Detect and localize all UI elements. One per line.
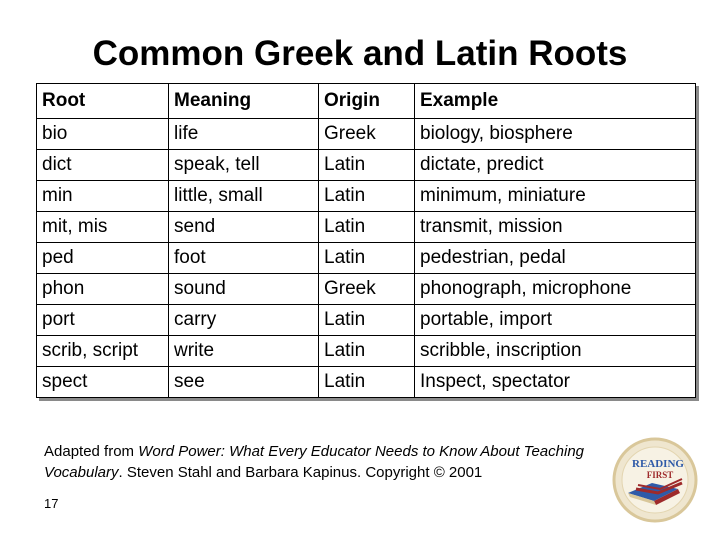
cell-root: ped — [37, 243, 169, 274]
table-row — [37, 274, 696, 305]
cell-root: spect — [37, 367, 169, 398]
cell-meaning: speak, tell — [169, 150, 319, 181]
cell-origin: Latin — [319, 150, 415, 181]
citation — [44, 441, 604, 483]
header-example: Example — [415, 84, 696, 119]
page-number: 17 — [44, 496, 59, 511]
table-row — [37, 181, 696, 212]
cell-root: scrib, script — [37, 336, 169, 367]
cell-root: mit, mis — [37, 212, 169, 243]
cell-example: scribble, inscription — [415, 336, 696, 367]
cell-meaning: sound — [169, 274, 319, 305]
logo-text-line1: READING — [632, 458, 684, 470]
cell-meaning: see — [169, 367, 319, 398]
cell-example: phonograph, microphone — [415, 274, 696, 305]
cell-example: Inspect, spectator — [415, 367, 696, 398]
table-header-row — [37, 84, 696, 119]
logo-text-line2: FIRST — [646, 470, 674, 480]
cell-example: dictate, predict — [415, 150, 696, 181]
cell-root: phon — [37, 274, 169, 305]
cell-example: biology, biosphere — [415, 119, 696, 150]
cell-origin: Latin — [319, 181, 415, 212]
cell-meaning: foot — [169, 243, 319, 274]
cell-root: dict — [37, 150, 169, 181]
citation-book-title: Word Power: What Every Educator Needs to Know About Teaching Vocabulary — [44, 443, 584, 481]
table-row — [37, 336, 696, 367]
citation-suffix: . Steven Stahl and Barbara Kapinus. Copyright © 2001 — [118, 464, 483, 481]
header-meaning: Meaning — [169, 84, 319, 119]
table-row — [37, 305, 696, 336]
cell-origin: Latin — [319, 243, 415, 274]
header-origin: Origin — [319, 84, 415, 119]
cell-meaning: life — [169, 119, 319, 150]
cell-example: minimum, miniature — [415, 181, 696, 212]
table-row — [37, 243, 696, 274]
cell-meaning: carry — [169, 305, 319, 336]
cell-origin: Greek — [319, 274, 415, 305]
cell-origin: Greek — [319, 119, 415, 150]
cell-example: portable, import — [415, 305, 696, 336]
cell-origin: Latin — [319, 212, 415, 243]
citation-prefix: Adapted from — [44, 443, 139, 460]
slide-title: Common Greek and Latin Roots — [92, 34, 628, 73]
cell-meaning: write — [169, 336, 319, 367]
table-row — [37, 212, 696, 243]
cell-meaning: send — [169, 212, 319, 243]
cell-root: port — [37, 305, 169, 336]
cell-root: bio — [37, 119, 169, 150]
cell-root: min — [37, 181, 169, 212]
table-row — [37, 150, 696, 181]
cell-origin: Latin — [319, 305, 415, 336]
cell-example: pedestrian, pedal — [415, 243, 696, 274]
cell-meaning: little, small — [169, 181, 319, 212]
cell-origin: Latin — [319, 367, 415, 398]
cell-example: transmit, mission — [415, 212, 696, 243]
cell-origin: Latin — [319, 336, 415, 367]
table-row — [37, 119, 696, 150]
header-root: Root — [37, 84, 169, 119]
table-row — [37, 367, 696, 398]
roots-table — [36, 83, 696, 398]
reading-first-logo — [612, 437, 698, 523]
